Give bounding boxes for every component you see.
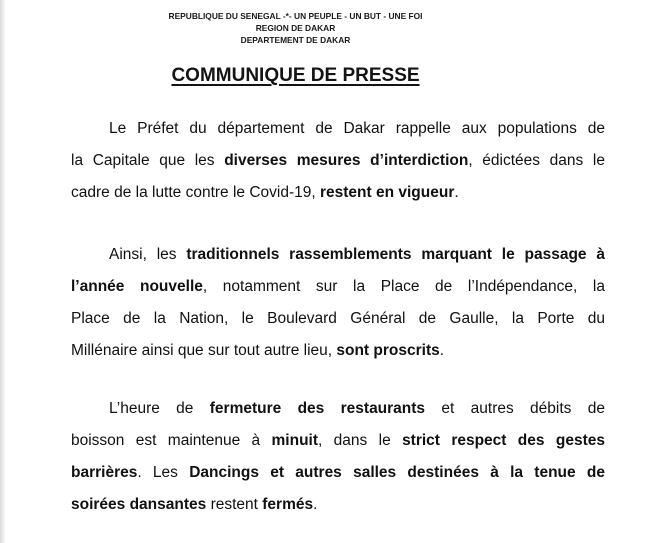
paragraph-line xyxy=(71,457,605,489)
paragraph-line xyxy=(71,335,605,367)
text-run: , dans le xyxy=(318,432,403,449)
text-run: , édictées dans le xyxy=(468,152,605,169)
text-run: . xyxy=(313,496,318,513)
paragraph-line xyxy=(71,145,605,177)
text-run: restent xyxy=(206,496,263,513)
paragraph-line xyxy=(71,425,605,457)
bold-text-run: barrières xyxy=(71,464,138,481)
paragraph-line xyxy=(71,303,605,335)
bold-text-run: traditionnels rassemblements marquant le passage à xyxy=(186,246,605,263)
text-run: boisson est maintenue à xyxy=(71,432,272,449)
paragraph-gatherings xyxy=(71,239,605,367)
document-title: COMMUNIQUE DE PRESSE xyxy=(171,65,420,86)
paragraph-interdictions xyxy=(71,113,605,209)
bold-text-run: fermés xyxy=(262,496,314,513)
bold-text-run: Dancings et autres salles destinées à la tenue de xyxy=(189,464,605,481)
header-department-line: DEPARTEMENT DE DAKAR xyxy=(240,35,351,45)
bold-text-run: soirées dansantes xyxy=(71,496,207,513)
text-run: . xyxy=(439,342,445,359)
document-header xyxy=(0,10,591,46)
bold-text-run: restent en vigueur xyxy=(320,184,455,201)
bold-text-run: fermeture des restaurants xyxy=(209,400,426,417)
text-run: Le Préfet du département de Dakar rappelle aux populations de xyxy=(109,120,605,137)
text-run: . Les xyxy=(137,464,190,481)
text-run: cadre de la lutte contre le Covid-19, xyxy=(71,184,320,201)
paragraph-line xyxy=(71,177,605,209)
text-run: la Capitale que les xyxy=(71,152,225,169)
text-run: . xyxy=(454,184,459,201)
bold-text-run: sont proscrits xyxy=(336,342,440,359)
paragraph-line xyxy=(71,489,605,521)
header-republic-line: REPUBLIQUE DU SENEGAL -*- UN PEUPLE - UN BUT - UNE FOI xyxy=(168,11,423,21)
text-run: et autres débits de xyxy=(425,400,605,417)
bold-text-run: diverses mesures d’interdiction xyxy=(224,152,469,169)
text-run: Ainsi, les xyxy=(109,246,187,263)
text-run: Millénaire ainsi que sur tout autre lieu, xyxy=(71,342,337,359)
bold-text-run: strict respect des gestes xyxy=(402,432,605,449)
header-region-line: REGION DE DAKAR xyxy=(255,23,336,33)
text-run: Place de la Nation, le Boulevard Général de Gaulle, la Porte du xyxy=(71,310,605,327)
paragraph-line xyxy=(71,271,605,303)
paragraph-line xyxy=(71,393,605,425)
paragraph-closing-hours xyxy=(71,393,605,521)
text-run: L’heure de xyxy=(109,400,210,417)
paragraph-line xyxy=(71,239,605,271)
bold-text-run: minuit xyxy=(271,432,319,449)
bold-text-run: l’année nouvelle xyxy=(71,278,203,295)
paragraph-line xyxy=(71,113,605,145)
text-run: , notamment sur la Place de l’Indépendance, la xyxy=(202,278,605,295)
